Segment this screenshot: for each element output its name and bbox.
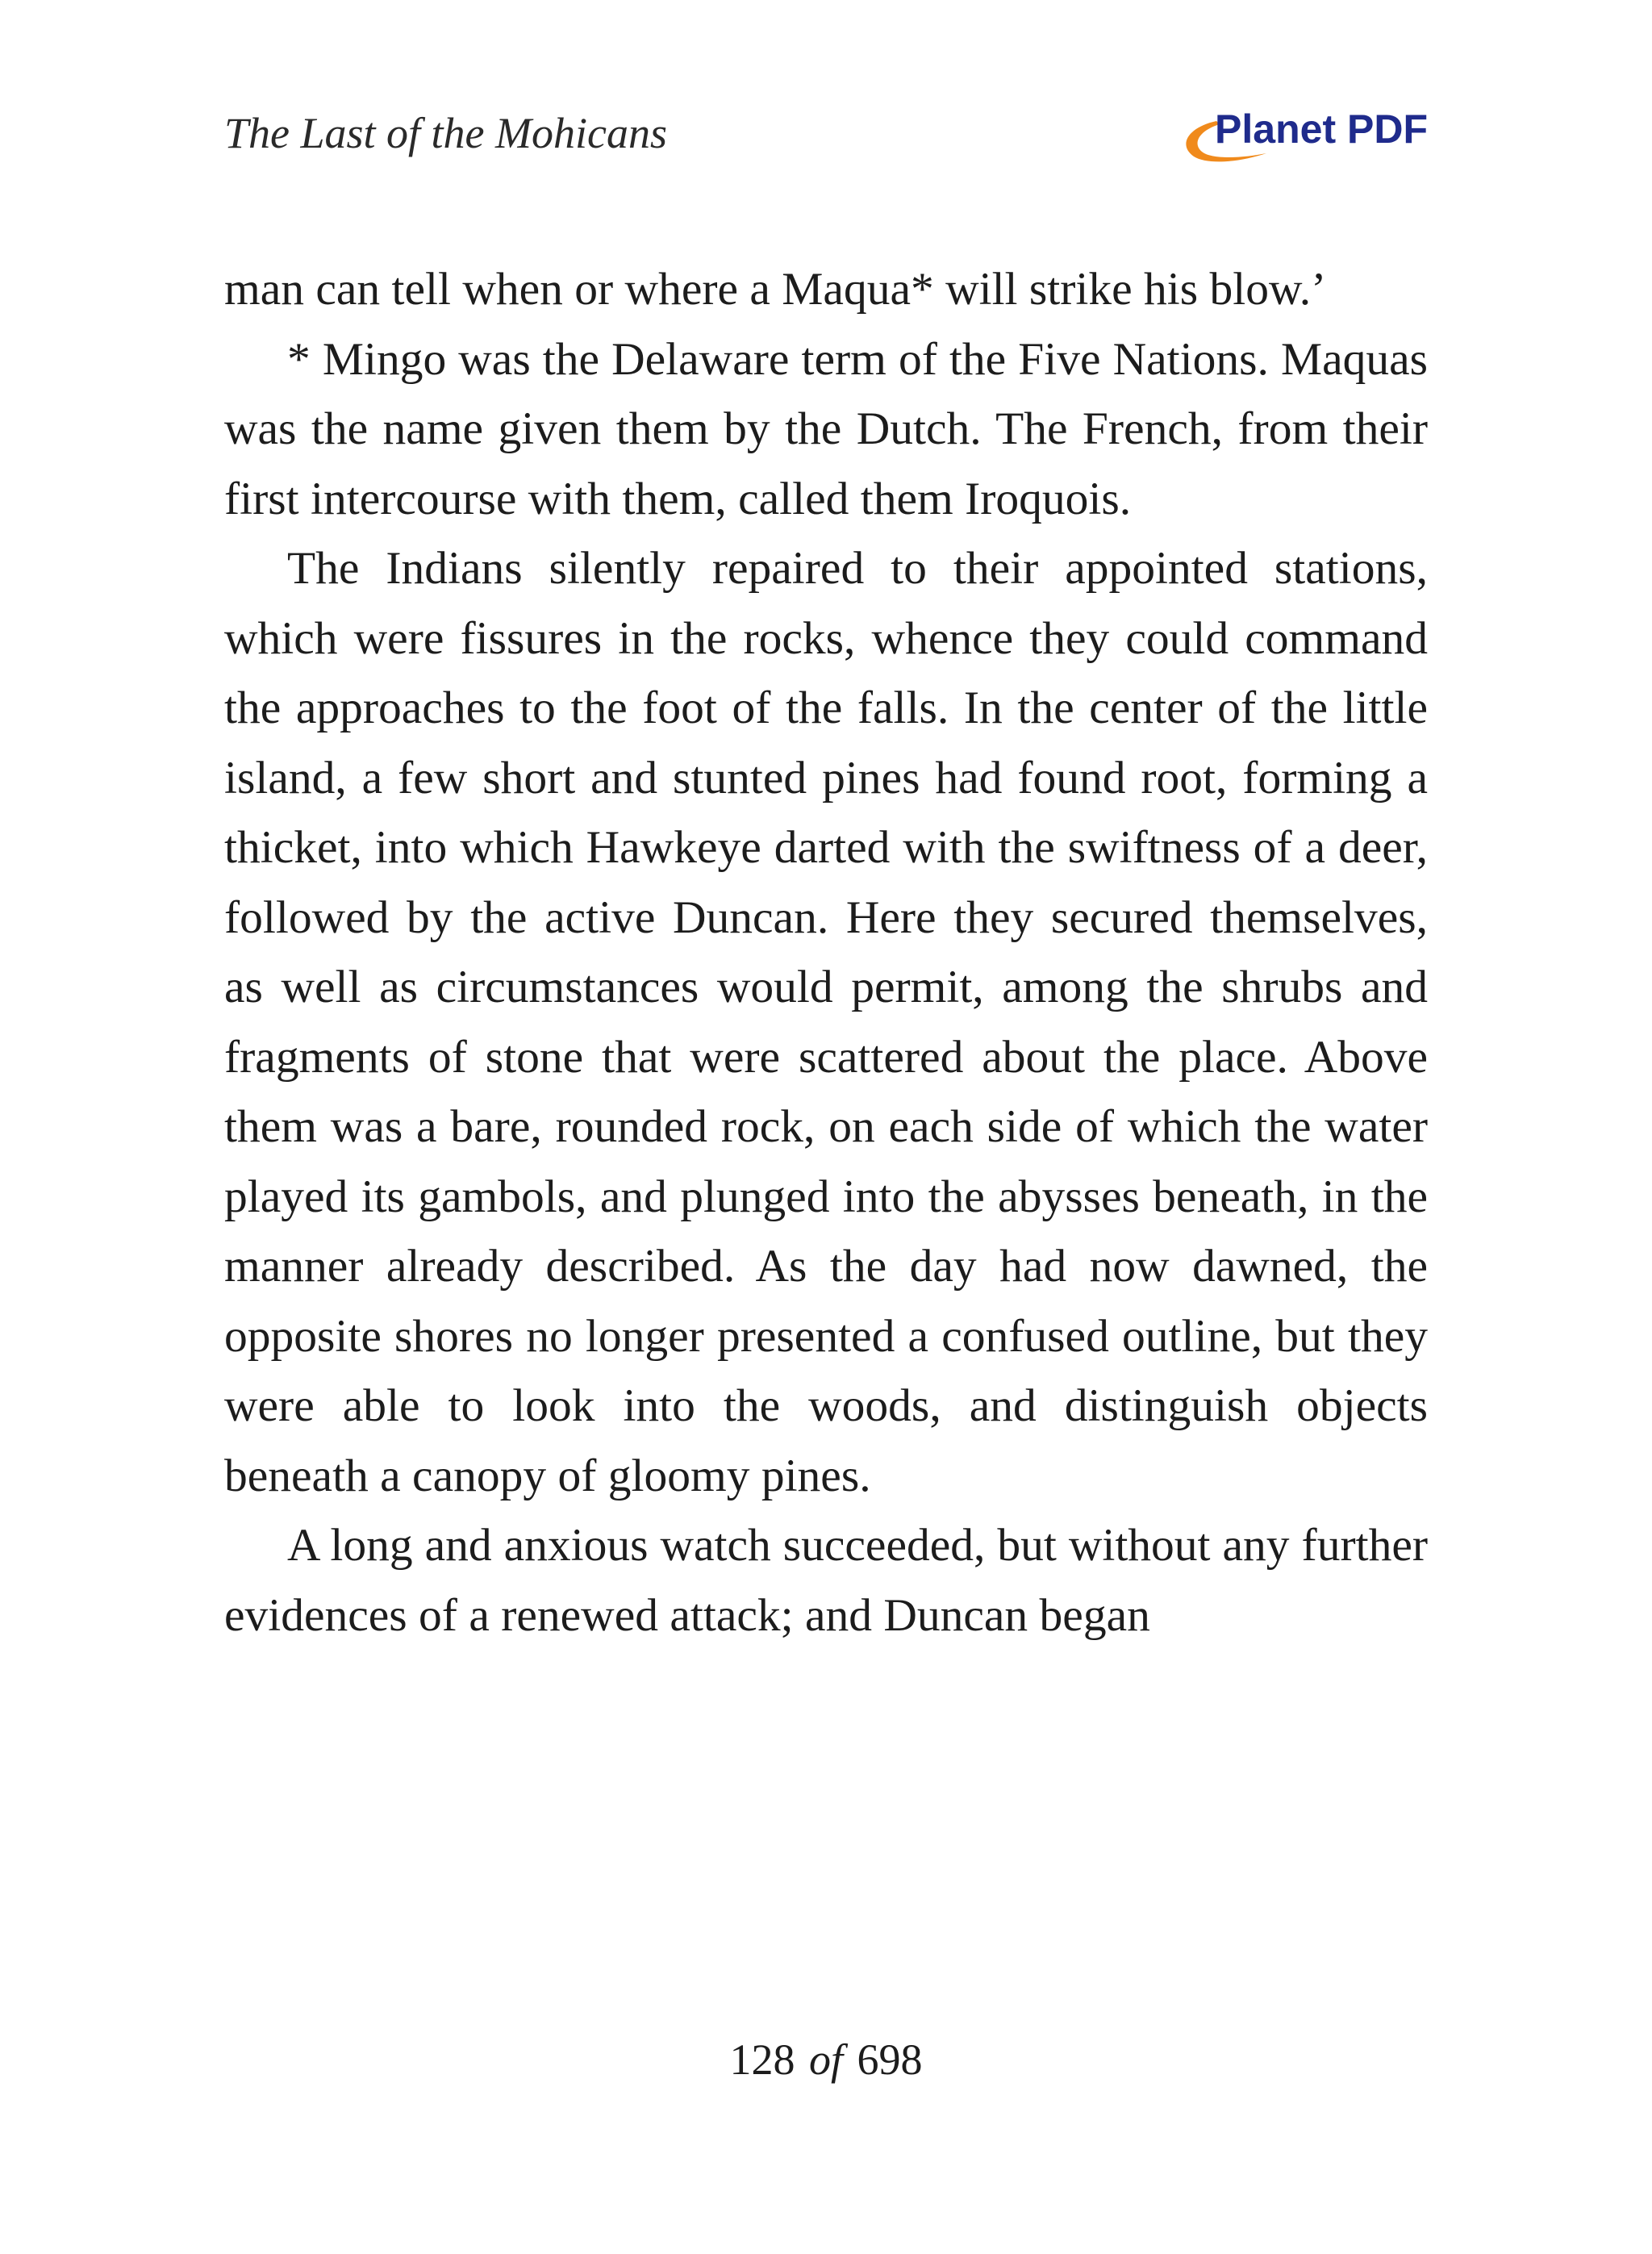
paragraph-2: The Indians silently repaired to their appointed stations, which were fissures in the rocks, whence they could command the approaches to the foot of the falls. In the center of the little island, a few short and stunted pines had found root, forming a thicket, into which Hawkeye darted with the swiftness of a deer, followed by the active Duncan. Here they secured themselves, as well as circumstances would permit, among the shrubs and fragments of stone that were scattered about the place. Above them was a bare, rounded rock, on each side of which the water played its gambols, and plunged into the abysses beneath, in the manner already described. As the day had now dawned, the opposite shores no longer presented a confused outline, but they were able to look into the woods, and distinguish objects beneath a canopy of gloomy pines.	[224, 543, 1428, 1501]
paragraph-3: A long and anxious watch succeeded, but without any further evidences of a renewed attack; and Duncan began	[224, 1520, 1428, 1641]
page-total: 698	[857, 2035, 923, 2084]
paragraph-1: man can tell when or where a Maqua* will strike his blow.’	[224, 264, 1327, 315]
book-title: The Last of the Mohicans	[224, 109, 667, 157]
page-header	[224, 105, 1428, 177]
planet-pdf-logo	[1170, 103, 1428, 168]
logo-text: Planet PDF	[1215, 106, 1428, 152]
footnote-paragraph: * Mingo was the Delaware term of the Five Nations. Maquas was the name given them by the Dutch. The French, from their first intercourse with them, called them Iroquois.	[224, 333, 1428, 524]
page-number	[0, 2031, 1652, 2088]
page-of-label: of	[808, 2035, 843, 2084]
body-text	[224, 255, 1428, 1651]
page-current: 128	[729, 2035, 795, 2084]
